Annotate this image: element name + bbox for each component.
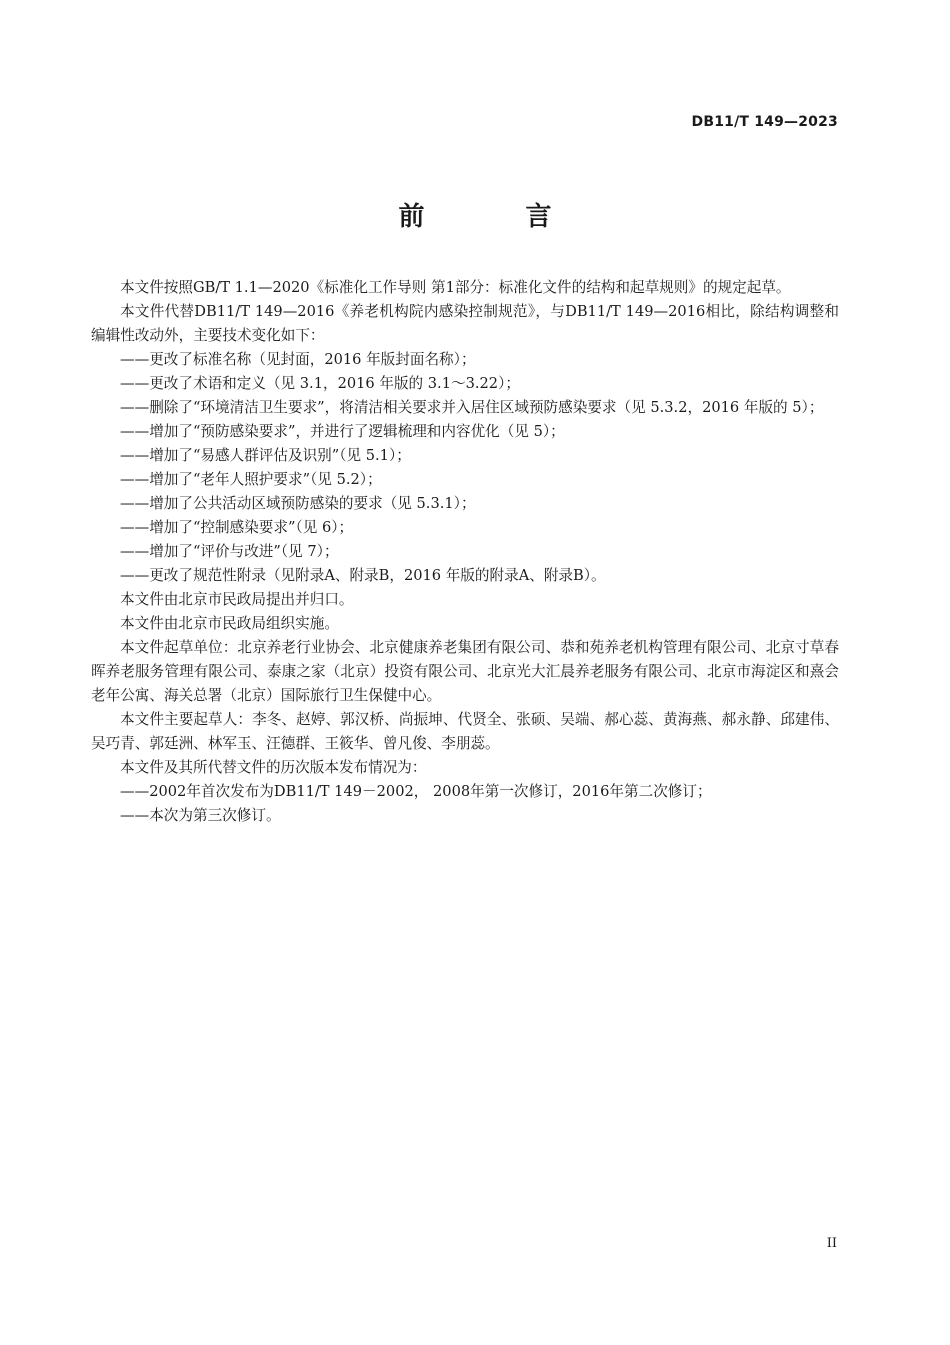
paragraph: 本文件起草单位：北京养老行业协会、北京健康养老集团有限公司、恭和苑养老机构管理有限公司、北京寸草春晖养老服务管理有限公司、泰康之家（北京）投资有限公司、北京光大汇晨养老服务有限公司、北京市海淀区和熹会老年公寓、海关总署（北京）国际旅行卫生保健中心。: [91, 639, 839, 704]
paragraph: 本文件代替DB11/T 149—2016《养老机构院内感染控制规范》，与DB11/T 149—2016相比，除结构调整和编辑性改动外，主要技术变化如下：: [91, 303, 839, 344]
list-item: ——更改了标准名称（见封面，2016 年版封面名称）；: [120, 351, 476, 368]
page-number: II: [826, 1236, 837, 1251]
list-item: ——增加了“老年人照护要求”（见 5.2）；: [120, 471, 382, 488]
page-title: 前 言: [398, 202, 598, 232]
list-item: ——本次为第三次修订。: [120, 807, 281, 824]
list-item: ——更改了规范性附录（见附录A、附录B，2016 年版的附录A、附录B）。: [120, 567, 606, 584]
list-item: ——增加了“易感人群评估及识别”（见 5.1）；: [120, 447, 411, 464]
foreword-body: [91, 276, 839, 828]
paragraph: 本文件按照GB/T 1.1—2020《标准化工作导则 第1部分：标准化文件的结构和起草规则》的规定起草。: [120, 279, 791, 296]
document-code: DB11/T 149—2023: [691, 114, 838, 130]
paragraph: 本文件主要起草人：李冬、赵婷、郭汉桥、尚振坤、代贤全、张硕、吴端、郝心蕊、黄海燕、郝永静、邱建伟、吴巧青、郭廷洲、林军玉、汪德群、王筱华、曾凡俊、李朋蕊。: [91, 711, 839, 752]
list-item: ——增加了“评价与改进”（见 7）；: [120, 543, 339, 560]
list-item: ——2002年首次发布为DB11/T 149－2002， 2008年第一次修订，2016年第二次修订；: [120, 783, 712, 800]
list-item: ——删除了“环境清洁卫生要求”，将清洁相关要求并入居住区域预防感染要求（见 5.3.2，2016 年版的 5）；: [120, 399, 824, 416]
paragraph: 本文件由北京市民政局组织实施。: [120, 615, 339, 632]
list-item: ——增加了“预防感染要求”，并进行了逻辑梳理和内容优化（见 5）；: [120, 423, 565, 440]
list-item: ——更改了术语和定义（见 3.1，2016 年版的 3.1～3.22）；: [120, 375, 520, 392]
list-item: ——增加了公共活动区域预防感染的要求（见 5.3.1）；: [120, 495, 476, 512]
paragraph: 本文件及其所代替文件的历次版本发布情况为：: [120, 759, 427, 776]
paragraph: 本文件由北京市民政局提出并归口。: [120, 591, 354, 608]
list-item: ——增加了“控制感染要求”（见 6）；: [120, 519, 354, 536]
